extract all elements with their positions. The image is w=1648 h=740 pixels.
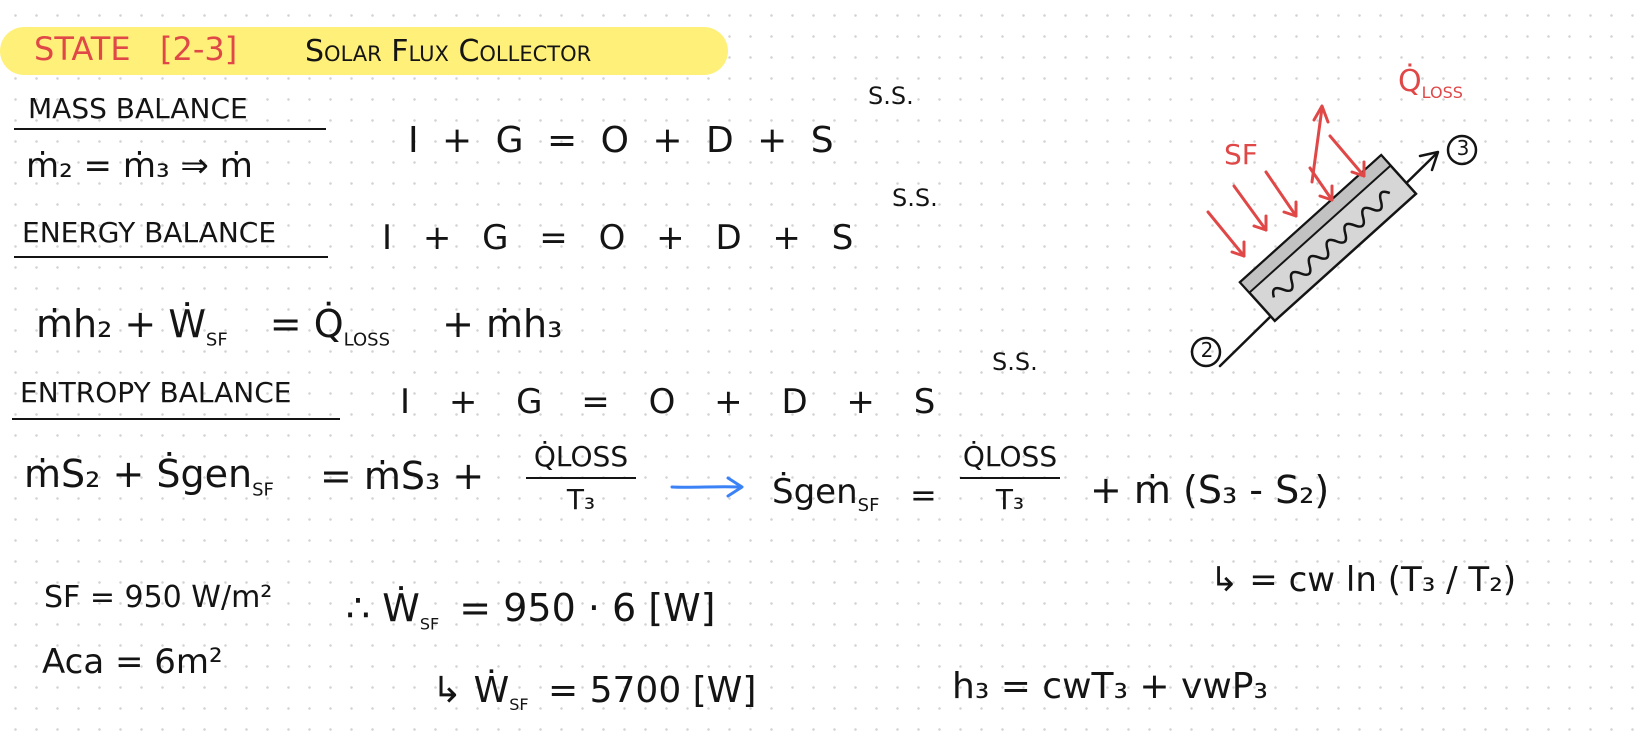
solar-collector-diagram: [1140, 60, 1560, 380]
implies-arrow-icon: [670, 475, 746, 499]
energy-steady-state-note: S.S.: [892, 184, 938, 212]
mass-flow-equation: ṁ₂ = ṁ₃ ⇒ ṁ: [26, 146, 253, 186]
sgen-result-numerator: Q̇LOSS: [962, 440, 1058, 473]
entropy-fraction-numerator: Q̇LOSS: [533, 440, 629, 473]
heat-loss-diagram-label: $Q̇_{LOSS}$: [1398, 64, 1463, 102]
mass-balance-general: I + G = O + D + S: [408, 120, 840, 161]
state-2-label: 2: [1200, 338, 1214, 362]
state-label: STATE: [34, 30, 131, 68]
energy-heading-underline: [14, 256, 328, 258]
state-range: [2-3]: [160, 30, 238, 68]
mass-balance-heading: MASS BALANCE: [28, 92, 248, 125]
sgen-result-denominator: T₃: [995, 483, 1025, 516]
solar-flux-diagram-label: SF: [1224, 138, 1258, 171]
work-calculation: ∴ Ẇ$_{SF}$ = 950 · 6 [W]: [346, 586, 716, 634]
entropy-balance-general: I + G = O + D + S: [400, 382, 950, 422]
entropy-change-note: ↳ = cw ln (T₃ / T₂): [1210, 560, 1517, 600]
sgen-result-equals: =: [910, 476, 937, 514]
entropy-eq-mid: = ṁS₃ +: [320, 454, 485, 498]
entropy-fraction-denominator: T₃: [566, 483, 596, 516]
solar-flux-value: SF = 950 W/m²: [44, 580, 273, 615]
sgen-result-right: + ṁ (S₃ - S₂): [1090, 468, 1330, 512]
entropy-balance-heading: ENTROPY BALANCE: [20, 376, 292, 409]
sgen-result-fraction: [960, 440, 1060, 516]
page-title: Solar Flux Collector: [305, 34, 592, 69]
collector-area-value: Aca = 6m²: [42, 642, 223, 682]
sgen-result-bar: [960, 477, 1060, 479]
energy-balance-general: I + G = O + D + S: [382, 218, 864, 258]
mass-steady-state-note: S.S.: [868, 82, 914, 110]
state-3-label: 3: [1456, 136, 1470, 160]
entropy-eq-left: ṁS₂ + Ṡgen$_{SF}$: [24, 452, 274, 501]
entropy-fraction: [526, 440, 636, 516]
energy-eq-left: ṁh₂ + Ẇ$_{SF}$ = $Q̇_{LOSS}$ + ṁh₃: [36, 302, 563, 351]
mass-heading-underline: [14, 128, 326, 130]
sgen-result-left: Ṡgen$_{SF}$: [772, 472, 880, 516]
work-result: ↳ Ẇ$_{SF}$ = 5700 [W]: [432, 670, 757, 715]
energy-balance-heading: ENERGY BALANCE: [22, 216, 277, 249]
entropy-steady-state-note: S.S.: [992, 348, 1038, 376]
entropy-heading-underline: [12, 418, 340, 420]
enthalpy-relation: h₃ = cwT₃ + vwP₃: [952, 666, 1268, 707]
entropy-fraction-bar: [526, 477, 636, 479]
